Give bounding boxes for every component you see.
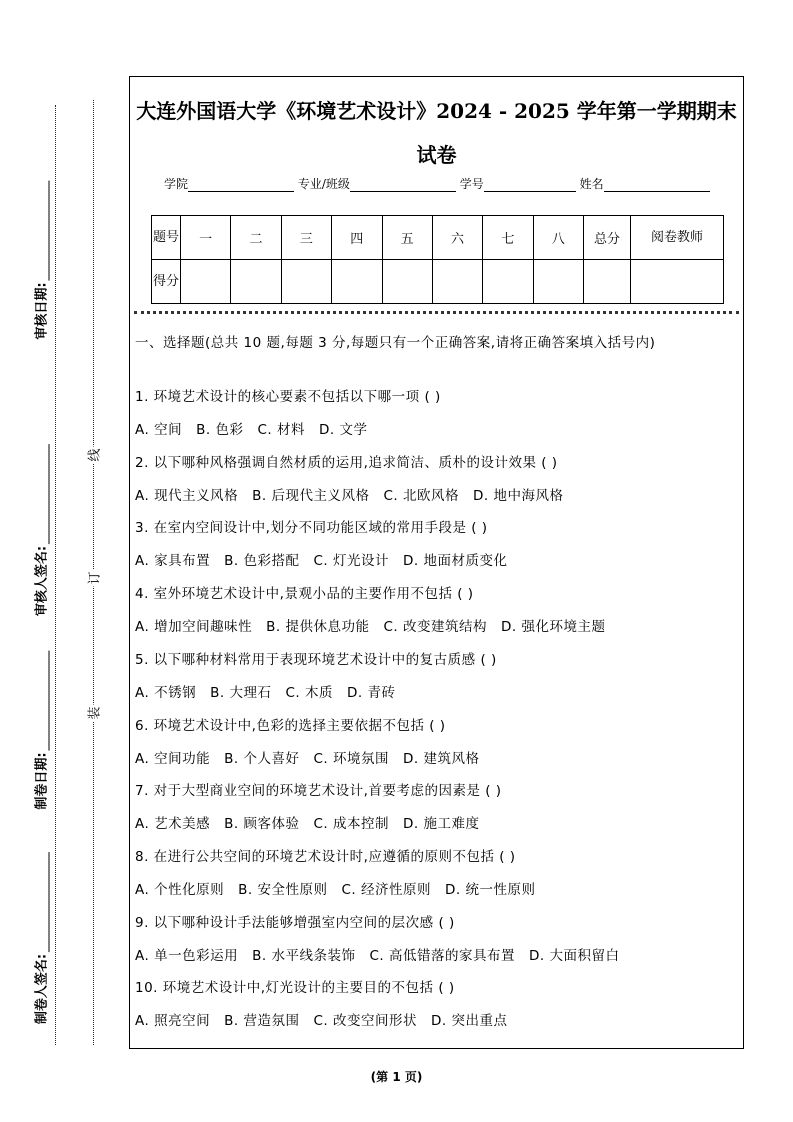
reviewer-date-line	[37, 180, 50, 280]
option-d[interactable]: D. 大面积留白	[528, 947, 620, 964]
score-col-8: 八	[533, 216, 583, 260]
option-d[interactable]: D. 青砖	[346, 684, 396, 701]
score-cell-4[interactable]	[332, 260, 382, 304]
question-4-options	[135, 615, 735, 635]
option-b[interactable]: B. 营造氛围	[224, 1013, 300, 1030]
student-info	[164, 175, 710, 192]
option-c[interactable]: C. 高低错落的家具布置	[369, 947, 515, 964]
option-a[interactable]: A. 艺术美感	[135, 816, 211, 833]
option-c[interactable]: C. 经济性原则	[341, 881, 431, 898]
option-d[interactable]: D. 文学	[318, 422, 368, 438]
question-9: 9. 以下哪种设计手法能够增强室内空间的层次感 ( )	[135, 914, 455, 931]
score-row2-label: 得分	[152, 260, 181, 304]
dotted-separator	[134, 311, 739, 314]
page-number: (第 1 页)	[370, 1070, 423, 1084]
maker-date-field[interactable]	[31, 650, 50, 809]
score-col-grader: 阅卷教师	[631, 216, 724, 260]
option-b[interactable]: B. 色彩搭配	[224, 553, 300, 570]
option-c[interactable]: C. 环境氛围	[313, 750, 389, 767]
option-b[interactable]: B. 后现代主义风格	[252, 487, 370, 504]
exam-title-line1: 大连外国语大学《环境艺术设计》2024 - 2025 学年第一学期期末	[136, 99, 737, 123]
question-10: 10. 环境艺术设计中,灯光设计的主要目的不包括 ( )	[135, 980, 455, 997]
option-b[interactable]: B. 水平线条装饰	[252, 947, 356, 964]
score-col-5: 五	[382, 216, 432, 260]
score-cell-3[interactable]	[281, 260, 331, 304]
option-c[interactable]: C. 木质	[285, 684, 333, 701]
option-a[interactable]: A. 单一色彩运用	[135, 947, 239, 964]
question-9-options	[135, 944, 735, 964]
score-cell-6[interactable]	[432, 260, 482, 304]
reviewer-date-label: 审核日期:	[34, 282, 50, 340]
name-label: 姓名	[579, 177, 604, 191]
reviewer-sign-field[interactable]	[31, 444, 50, 616]
question-8-options	[135, 878, 735, 898]
score-cell-8[interactable]	[533, 260, 583, 304]
option-b[interactable]: B. 大理石	[210, 684, 272, 701]
score-col-3: 三	[281, 216, 331, 260]
score-cell-7[interactable]	[483, 260, 533, 304]
score-col-total: 总分	[584, 216, 631, 260]
score-col-7: 七	[483, 216, 533, 260]
question-6: 6. 环境艺术设计中,色彩的选择主要依据不包括 ( )	[135, 717, 446, 734]
maker-sign-field[interactable]	[31, 852, 50, 1024]
question-3: 3. 在室内空间设计中,划分不同功能区域的常用手段是 ( )	[135, 520, 488, 537]
option-d[interactable]: D. 地面材质变化	[402, 553, 508, 570]
question-6-options	[135, 747, 735, 767]
question-5: 5. 以下哪种材料常用于表现环境艺术设计中的复古质感 ( )	[135, 651, 497, 668]
college-field[interactable]	[188, 179, 294, 192]
option-d[interactable]: D. 强化环境主题	[500, 619, 606, 636]
question-4: 4. 室外环境艺术设计中,景观小品的主要作用不包括 ( )	[135, 586, 474, 603]
reviewer-sign-label: 审核人签名:	[34, 545, 50, 617]
score-col-6: 六	[432, 216, 482, 260]
option-b[interactable]: B. 顾客体验	[224, 816, 300, 833]
option-a[interactable]: A. 增加空间趣味性	[135, 619, 253, 636]
option-a[interactable]: A. 空间	[135, 422, 183, 438]
option-a[interactable]: A. 照亮空间	[135, 1013, 211, 1030]
college-label: 学院	[164, 177, 189, 191]
name-field[interactable]	[604, 179, 710, 192]
option-a[interactable]: A. 空间功能	[135, 750, 211, 767]
section1-heading: 一、选择题(总共 10 题,每题 3 分,每题只有一个正确答案,请将正确答案填入括号内)	[135, 335, 656, 351]
maker-date-label: 制卷日期:	[34, 752, 50, 810]
maker-date-line	[37, 650, 50, 750]
question-10-options	[135, 1009, 735, 1029]
score-table-score-row	[152, 260, 724, 304]
score-cell-2[interactable]	[231, 260, 281, 304]
score-row1-label: 题号	[152, 216, 181, 260]
binding-mark-zhuang: 装	[84, 704, 103, 721]
binding-mark-ding: 订	[84, 569, 103, 586]
option-a[interactable]: A. 个性化原则	[135, 881, 225, 898]
question-7-options	[135, 812, 735, 832]
option-d[interactable]: D. 地中海风格	[472, 487, 564, 504]
question-5-options	[135, 681, 735, 701]
score-cell-1[interactable]	[181, 260, 231, 304]
question-1-options	[135, 418, 735, 438]
score-table	[151, 215, 724, 304]
major-label: 专业/班级	[297, 177, 350, 191]
option-c[interactable]: C. 材料	[257, 422, 305, 438]
score-cell-grader[interactable]	[631, 260, 724, 304]
question-7: 7. 对于大型商业空间的环境艺术设计,首要考虑的因素是 ( )	[135, 783, 502, 800]
score-table-header-row	[152, 216, 724, 260]
maker-sign-line	[37, 852, 50, 952]
option-d[interactable]: D. 建筑风格	[402, 750, 480, 767]
option-b[interactable]: B. 安全性原则	[238, 881, 328, 898]
score-cell-total[interactable]	[584, 260, 631, 304]
binding-line-outer	[55, 105, 56, 1045]
exam-title	[130, 89, 743, 177]
option-b[interactable]: B. 个人喜好	[224, 750, 300, 767]
option-d[interactable]: D. 突出重点	[430, 1013, 508, 1030]
binding-mark-line: 线	[84, 446, 103, 463]
student-id-field[interactable]	[484, 179, 576, 192]
question-1: 1. 环境艺术设计的核心要素不包括以下哪一项 ( )	[135, 389, 441, 405]
exam-frame	[129, 76, 744, 1049]
option-c[interactable]: C. 北欧风格	[383, 487, 459, 504]
option-a[interactable]: A. 不锈钢	[135, 684, 197, 701]
score-col-2: 二	[231, 216, 281, 260]
major-field[interactable]	[350, 179, 456, 192]
option-c[interactable]: C. 成本控制	[313, 816, 389, 833]
option-b[interactable]: B. 提供休息功能	[266, 619, 370, 636]
option-c[interactable]: C. 改变建筑结构	[383, 619, 487, 636]
option-a[interactable]: A. 现代主义风格	[135, 487, 239, 504]
score-col-4: 四	[332, 216, 382, 260]
student-id-label: 学号	[459, 177, 484, 191]
score-cell-5[interactable]	[382, 260, 432, 304]
option-c[interactable]: C. 灯光设计	[313, 553, 389, 570]
question-8: 8. 在进行公共空间的环境艺术设计时,应遵循的原则不包括 ( )	[135, 848, 516, 865]
option-b[interactable]: B. 色彩	[196, 422, 244, 438]
score-col-1: 一	[181, 216, 231, 260]
option-a[interactable]: A. 家具布置	[135, 553, 211, 570]
maker-sign-label: 制卷人签名:	[34, 953, 50, 1025]
reviewer-date-field[interactable]	[31, 180, 50, 339]
question-2-options	[135, 484, 735, 504]
option-c[interactable]: C. 改变空间形状	[313, 1013, 417, 1030]
option-d[interactable]: D. 统一性原则	[444, 881, 536, 898]
question-2: 2. 以下哪种风格强调自然材质的运用,追求简洁、质朴的设计效果 ( )	[135, 454, 558, 471]
exam-title-line2: 试卷	[416, 143, 457, 167]
reviewer-sign-line	[37, 444, 50, 544]
option-d[interactable]: D. 施工难度	[402, 816, 480, 833]
question-3-options	[135, 549, 735, 569]
